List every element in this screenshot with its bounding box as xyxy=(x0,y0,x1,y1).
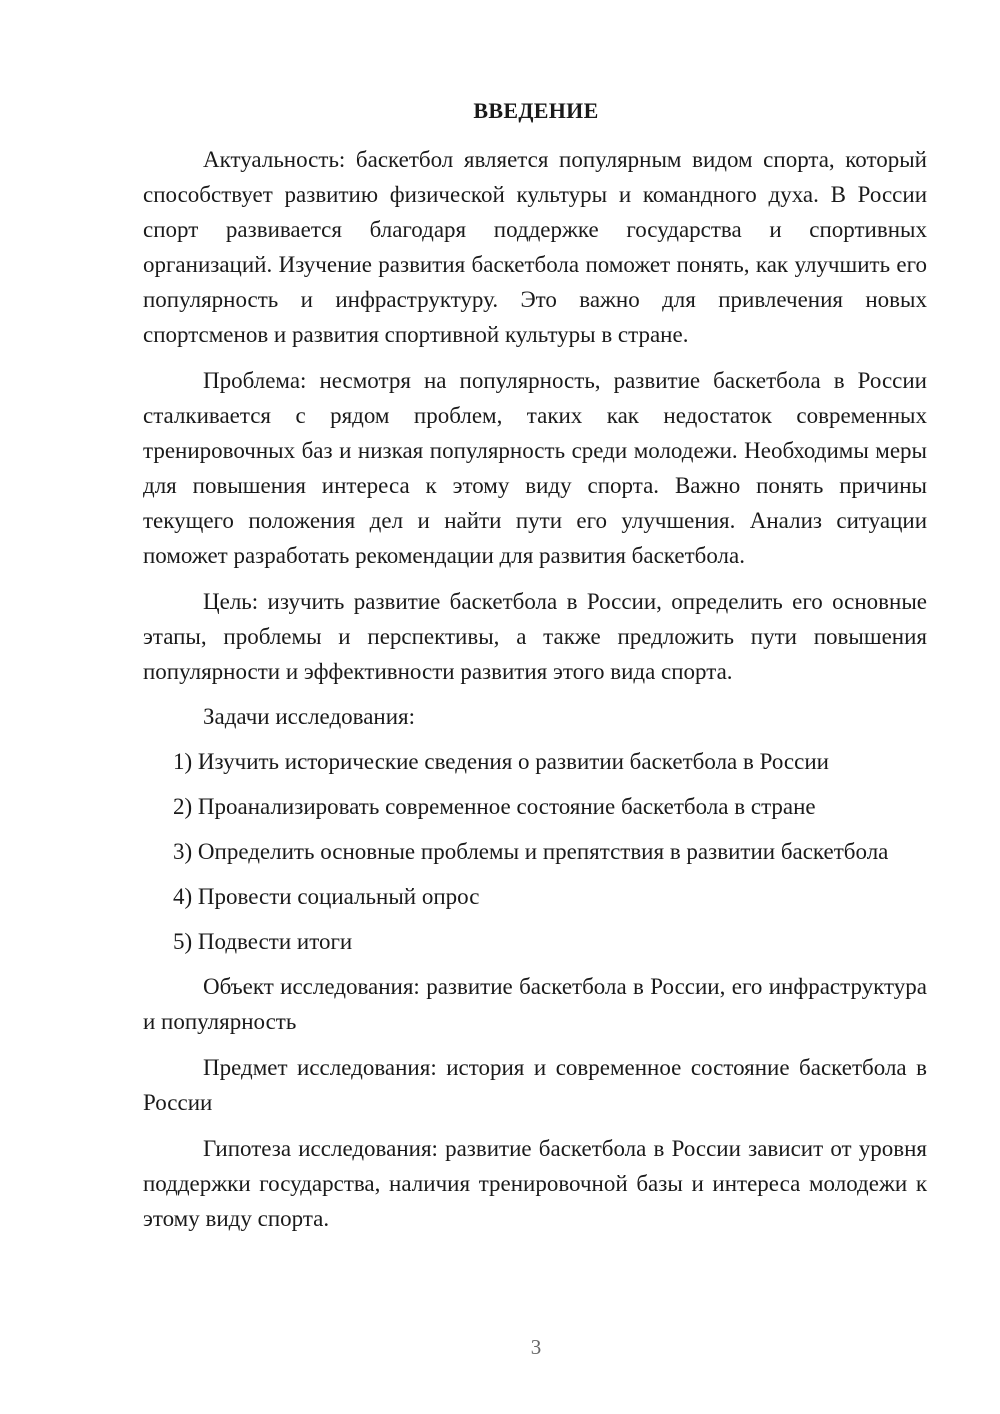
task-item-1: 1) Изучить исторические сведения о развитии баскетбола в России xyxy=(173,749,829,774)
section-heading: ВВЕДЕНИЕ xyxy=(473,98,599,123)
object-paragraph: Объект исследования: развитие баскетбола в России, его инфраструктура и популярность xyxy=(143,974,927,1034)
problem-paragraph: Проблема: несмотря на популярность, развитие баскетбола в России сталкивается с рядом проблем, таких как недостаток современных тренировочных баз и низкая популярность среди молодежи. Необходимы меры для повышения интереса к этому виду спорта. Важно понять причины текущего положения дел и найти пути его улучшения. Анализ ситуации поможет разработать рекомендации для развития баскетбола. xyxy=(143,368,927,568)
relevance-paragraph: Актуальность: баскетбол является популярным видом спорта, который способствует развитию физической культуры и командного духа. В России спорт развивается благодаря поддержке государства и спортивных организаций. Изучение развития баскетбола поможет понять, как улучшить его популярность и инфраструктуру. Это важно для привлечения новых спортсменов и развития спортивной культуры в стране. xyxy=(143,147,927,347)
task-item-2: 2) Проанализировать современное состояние баскетбола в стране xyxy=(173,794,816,819)
goal-paragraph: Цель: изучить развитие баскетбола в России, определить его основные этапы, проблемы и перспективы, а также предложить пути повышения популярности и эффективности развития этого вида спорта. xyxy=(143,589,927,684)
page-number: 3 xyxy=(530,1335,542,1359)
tasks-title: Задачи исследования: xyxy=(203,704,416,729)
hypothesis-paragraph: Гипотеза исследования: развитие баскетбола в России зависит от уровня поддержки государства, наличия тренировочной базы и интереса молодежи к этому виду спорта. xyxy=(143,1136,927,1231)
document-body xyxy=(143,142,927,1247)
task-item-5: 5) Подвести итоги xyxy=(173,929,353,954)
subject-paragraph: Предмет исследования: история и современное состояние баскетбола в России xyxy=(143,1055,927,1115)
task-item-4: 4) Провести социальный опрос xyxy=(173,884,480,909)
task-item-3: 3) Определить основные проблемы и препятствия в развитии баскетбола xyxy=(173,839,889,864)
